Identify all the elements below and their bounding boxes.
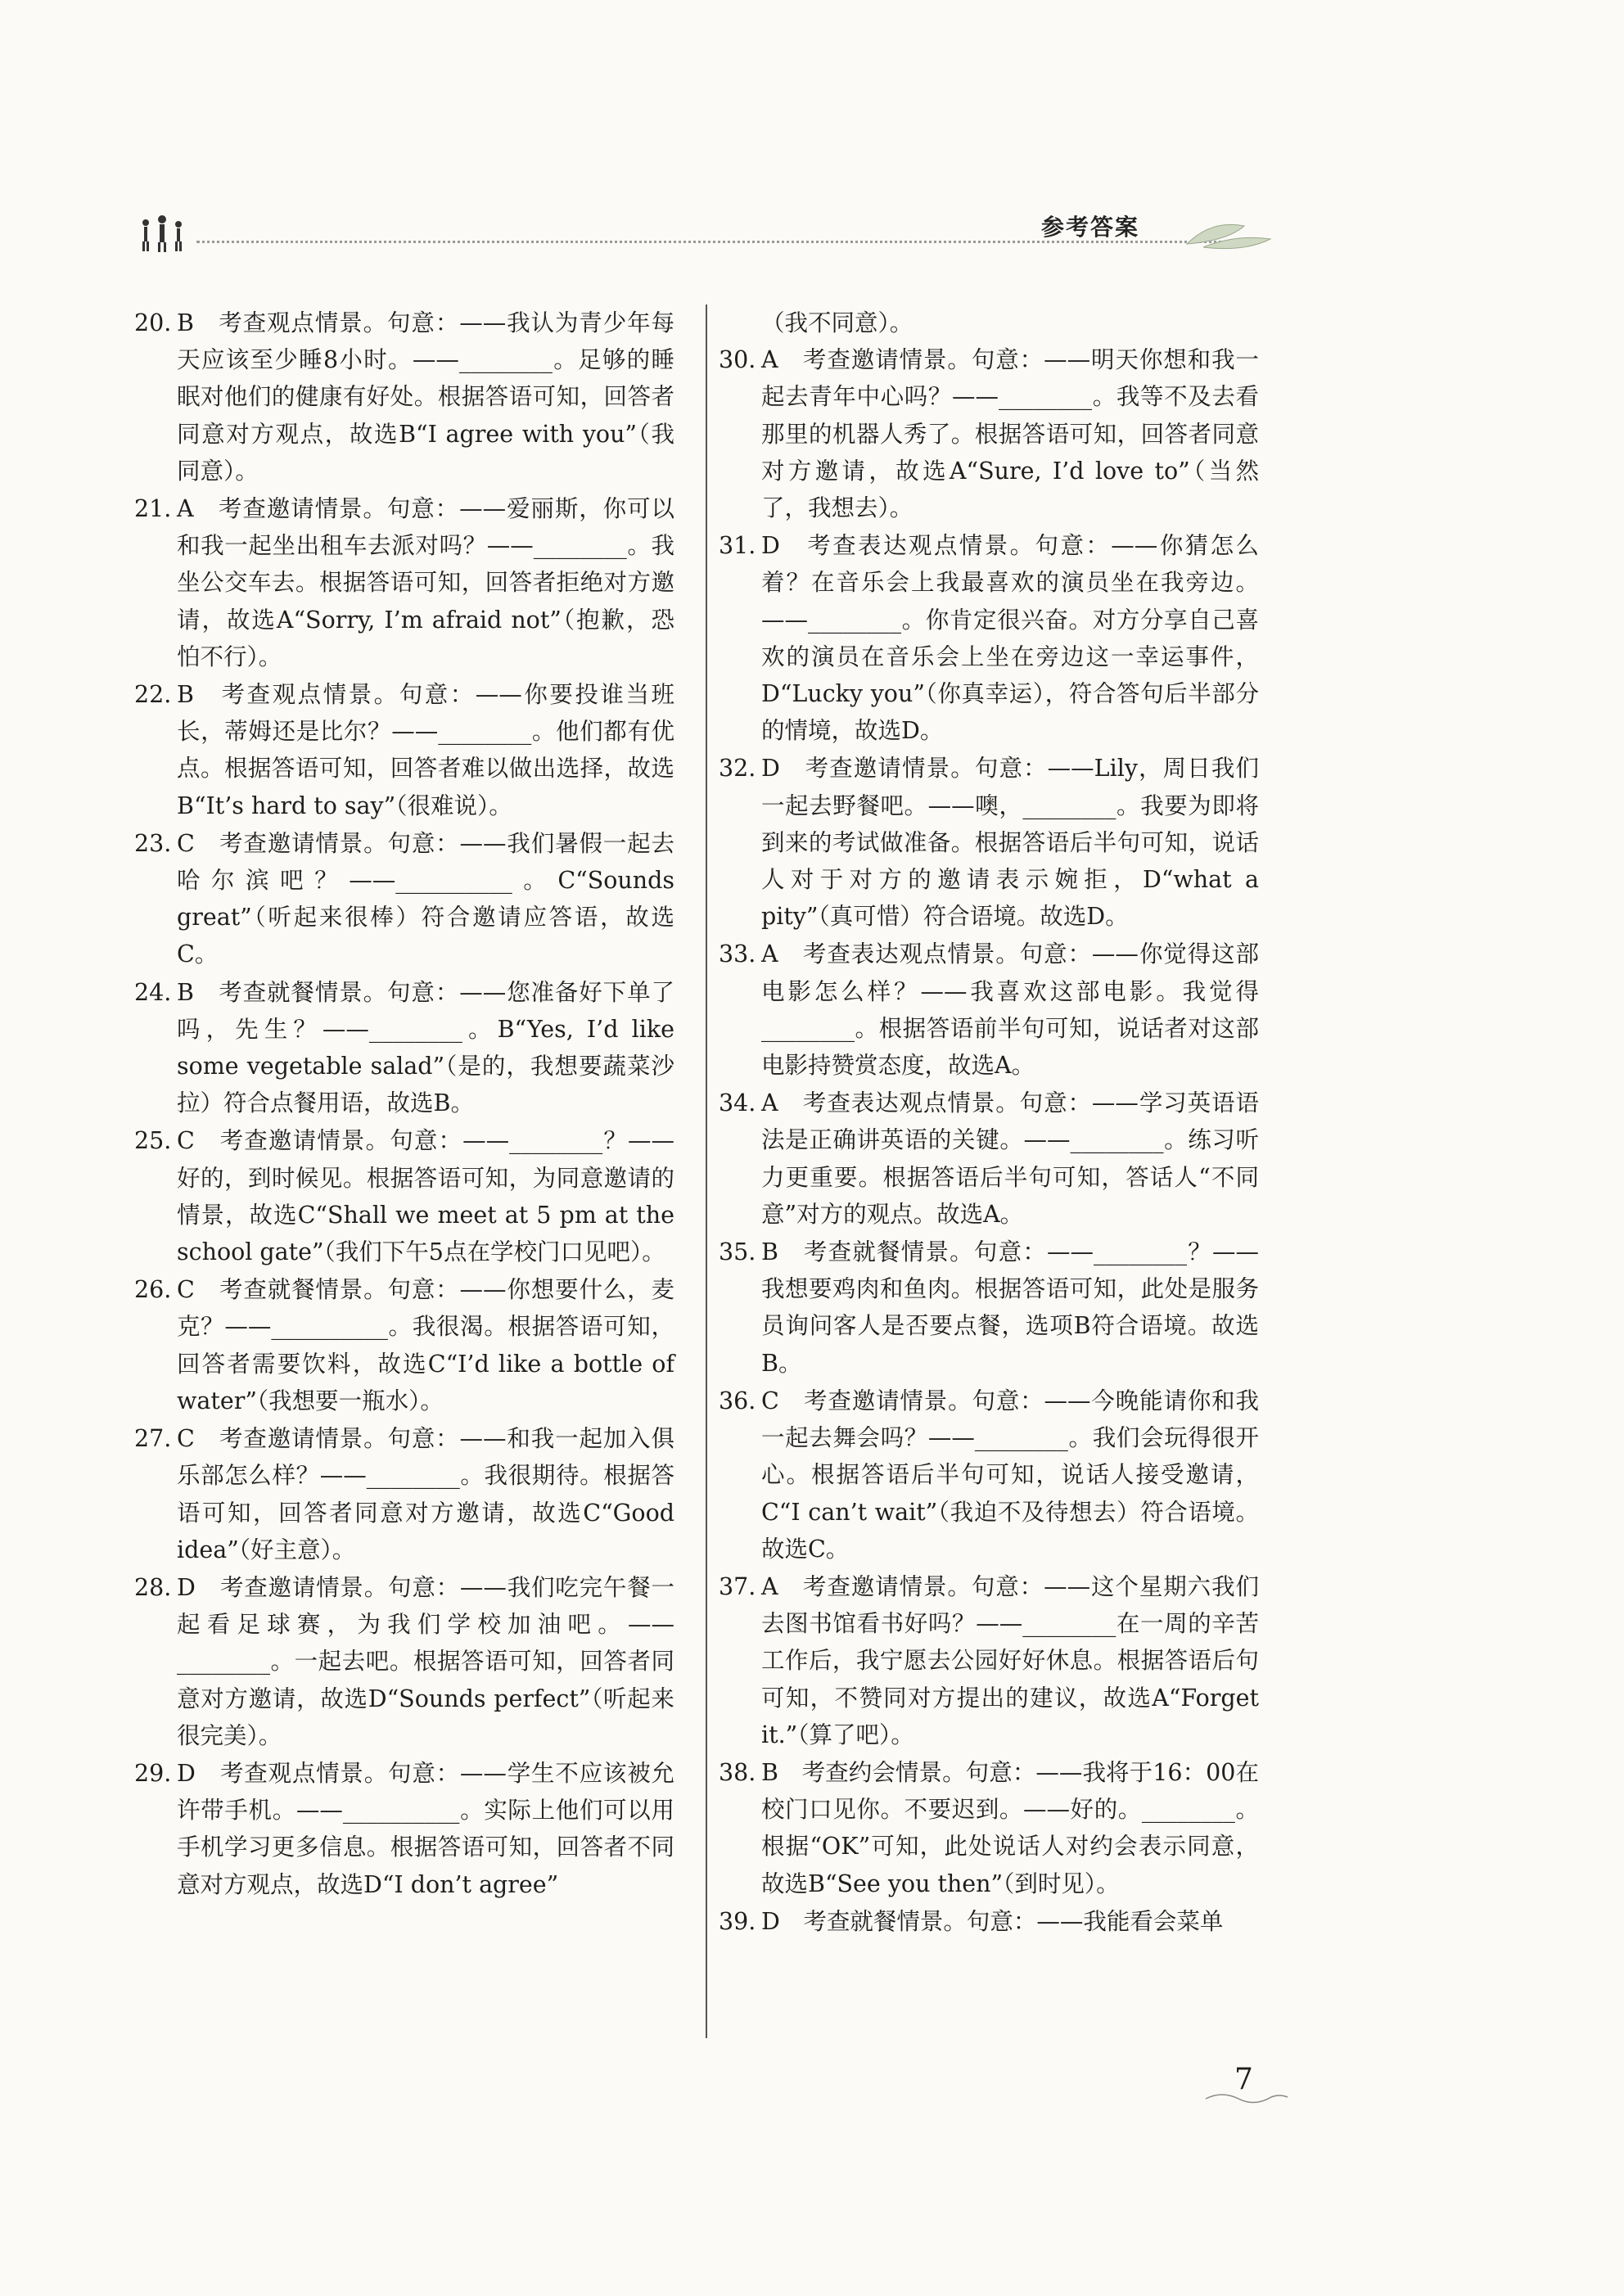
page-number: 7: [1234, 2063, 1253, 2096]
answer-item-31: [719, 527, 1259, 749]
answer-text: B 考查就餐情景。句意：——您准备好下单了吗，先生？——________。B“Yes, I’d like some vegetable salad”（是的，我想要蔬菜沙拉）符合点餐用语，故选B。: [177, 978, 674, 1117]
answer-text: A 考查表达观点情景。句意：——你觉得这部电影怎么样？——我喜欢这部电影。我觉得________。根据答语前半句可知，说话者对这部电影持赞赏态度，故选A。: [761, 941, 1259, 1080]
header-title: 参考答案: [1041, 214, 1140, 241]
answer-number: 29.: [134, 1759, 172, 1787]
answer-text: C 考查邀请情景。句意：——________？——好的，到时候见。根据答语可知，为同意邀请的情景，故选C“Shall we meet at 5 pm at the school gate”（我们下午5点在学校门口见吧）。: [177, 1127, 674, 1266]
answer-item-29: [134, 1755, 674, 1903]
answer-number: 27.: [134, 1425, 172, 1453]
left-column: [134, 304, 674, 1904]
answer-item-32: [719, 750, 1259, 935]
answer-item-37: [719, 1568, 1259, 1753]
answer-text: A 考查邀请情景。句意：——爱丽斯，你可以和我一起坐出租车去派对吗？——________。我坐公交车去。根据答语可知，回答者拒绝对方邀请，故选A“Sorry, I’m afraid not”（抱歉，恐怕不行）。: [177, 495, 674, 670]
answer-number: 39.: [719, 1907, 756, 1935]
answer-text: B 考查观点情景。句意：——我认为青少年每天应该至少睡8小时。——________。足够的睡眠对他们的健康有好处。根据答语可知，回答者同意对方观点，故选B“I agree with you”（我同意）。: [177, 309, 674, 485]
answer-item-30: [719, 341, 1259, 526]
answer-text: B 考查约会情景。句意：——我将于16：00在校门口见你。不要迟到。——好的。________。根据“OK”可知，此处说话人对约会表示同意，故选B“See you then”（到时见）。: [761, 1758, 1259, 1897]
answer-number: 31.: [719, 532, 756, 560]
answer-item-23: [134, 825, 674, 973]
answer-item-36: [719, 1383, 1259, 1568]
answer-text: B 考查观点情景。句意：——你要投谁当班长，蒂姆还是比尔？——________。他们都有优点。根据答语可知，回答者难以做出选择，故选B“It’s hard to say”（很难说）。: [177, 681, 674, 819]
answer-number: 35.: [719, 1238, 756, 1266]
answer-item-27: [134, 1420, 674, 1568]
answer-number: 28.: [134, 1573, 172, 1601]
answer-item-33: [719, 936, 1259, 1084]
right-column: [719, 304, 1259, 1941]
answer-number: 33.: [719, 941, 756, 968]
answer-text: A 考查表达观点情景。句意：——学习英语语法是正确讲英语的关键。——________。练习听力更重要。根据答语后半句可知，答话人“不同意”对方的观点。故选A。: [761, 1089, 1259, 1228]
flourish-icon: [1202, 2084, 1292, 2109]
column-divider: [706, 304, 707, 2038]
answer-text: D 考查就餐情景。句意：——我能看会菜单: [761, 1907, 1224, 1935]
answer-text: A 考查邀请情景。句意：——这个星期六我们去图书馆看书好吗？——________在一周的辛苦工作后，我宁愿去公园好好休息。根据答语后句可知，不赞同对方提出的建议，故选A“Forget it.”（算了吧）。: [761, 1572, 1259, 1748]
answer-text: B 考查就餐情景。句意：——________？——我想要鸡肉和鱼肉。根据答语可知，此处是服务员询问客人是否要点餐，选项B符合语境。故选B。: [761, 1238, 1259, 1377]
answer-item-28: [134, 1569, 674, 1754]
runners-icon: [138, 214, 193, 252]
answer-text: C 考查邀请情景。句意：——我们暑假一起去哈尔滨吧？——__________。C“Sounds great”（听起来很棒）符合邀请应答语，故选C。: [177, 829, 674, 968]
answer-number: 38.: [719, 1758, 756, 1786]
answer-number: 21.: [134, 495, 172, 523]
answer-text: C 考查邀请情景。句意：——和我一起加入俱乐部怎么样？——________。我很期待。根据答语可知，回答者同意对方邀请，故选C“Good idea”（好主意）。: [177, 1425, 674, 1563]
answer-number: 30.: [719, 346, 756, 374]
answer-text: D 考查邀请情景。句意：——我们吃完午餐一起看足球赛，为我们学校加油吧。——________。一起去吧。根据答语可知，回答者同意对方邀请，故选D“Sounds perfect”（听起来很完美）。: [177, 1573, 674, 1749]
answer-number: 22.: [134, 681, 172, 709]
answer-text: C 考查邀请情景。句意：——今晚能请你和我一起去舞会吗？——________。我们会玩得很开心。根据答语后半句可知，说话人接受邀请，C“I can’t wait”（我迫不及待想去）符合语境。故选C。: [761, 1387, 1259, 1563]
answer-number: 36.: [719, 1387, 756, 1414]
answer-item-38: [719, 1754, 1259, 1902]
answer-number: 32.: [719, 755, 756, 783]
answer-number: 25.: [134, 1127, 172, 1155]
answer-text: D 考查邀请情景。句意：——Lily，周日我们一起去野餐吧。——噢，________。我要为即将到来的考试做准备。根据答语后半句可知，说话人对于对方的邀请表示婉拒，D“what a pity”（真可惜）符合语境。故选D。: [761, 755, 1259, 931]
answer-item-25: [134, 1122, 674, 1270]
answer-item-20: [134, 304, 674, 489]
answer-number: 26.: [134, 1276, 172, 1304]
answer-item-22: [134, 676, 674, 824]
answer-text: D 考查观点情景。句意：——学生不应该被允许带手机。——__________。实际上他们可以用手机学习更多信息。根据答语可知，回答者不同意对方观点，故选D“I don’t agree”: [177, 1759, 674, 1898]
answer-continuation: （我不同意）。: [761, 309, 914, 336]
answer-number: 23.: [134, 829, 172, 857]
answer-text: A 考查邀请情景。句意：——明天你想和我一起去青年中心吗？——________。我等不及去看那里的机器人秀了。根据答语可知，回答者同意对方邀请，故选A“Sure, I’d love to”（当然了，我想去）。: [761, 346, 1259, 522]
answer-item-26: [134, 1271, 674, 1419]
answer-text: C 考查就餐情景。句意：——你想要什么，麦克？——__________。我很渴。根据答语可知，回答者需要饮料，故选C“I’d like a bottle of water”（我想要一瓶水）。: [177, 1276, 674, 1414]
answer-number: 34.: [719, 1089, 756, 1117]
answer-item-35: [719, 1234, 1259, 1382]
answer-number: 20.: [134, 309, 172, 336]
answer-text: D 考查表达观点情景。句意：——你猜怎么着？在音乐会上我最喜欢的演员坐在我旁边。——________。你肯定很兴奋。对方分享自己喜欢的演员在音乐会上坐在旁边这一幸运事件，D“Lucky you”（你真幸运），符合答句后半部分的情境，故选D。: [761, 532, 1259, 745]
answer-item-21: [134, 490, 674, 675]
answer-item-24: [134, 974, 674, 1122]
answer-number: 37.: [719, 1572, 756, 1600]
answer-item-39: [719, 1903, 1259, 1940]
leaf-ornament-icon: [1179, 211, 1277, 254]
answer-item-34: [719, 1085, 1259, 1233]
answer-number: 24.: [134, 978, 172, 1006]
